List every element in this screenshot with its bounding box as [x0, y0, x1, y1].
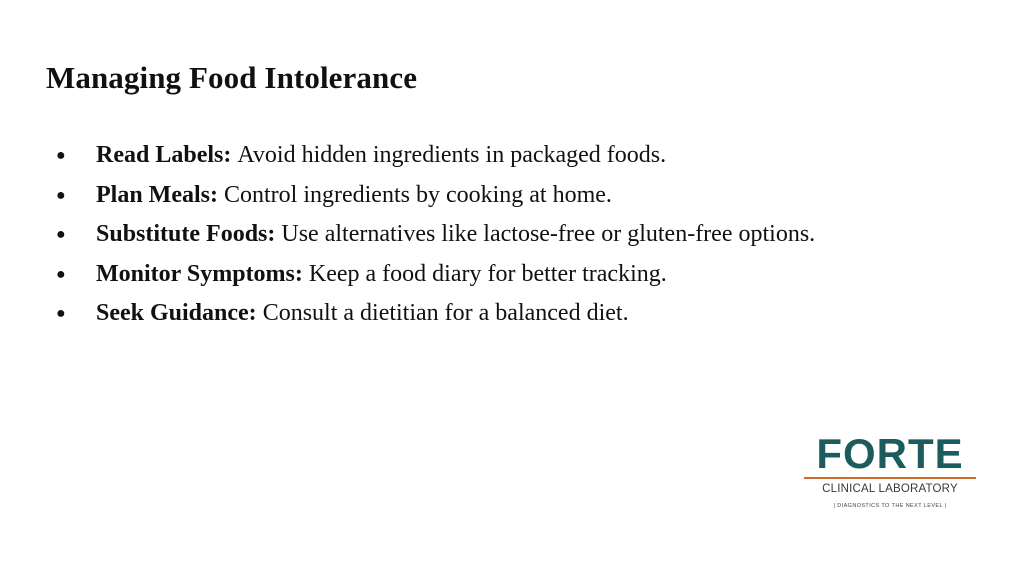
list-item: [56, 221, 815, 261]
bullet-text: Use alternatives like lactose-free or gluten-free options.: [281, 221, 816, 247]
bullet-text: Consult a dietitian for a balanced diet.: [262, 300, 629, 326]
bullet-term: Seek Guidance:: [96, 300, 257, 326]
logo-tagline: | DIAGNOSTICS TO THE NEXT LEVEL |: [833, 503, 947, 509]
list-item: [56, 300, 815, 340]
bullet-icon: ●: [56, 305, 66, 322]
bullet-term: Substitute Foods:: [96, 221, 276, 247]
bullet-term: Monitor Symptoms:: [96, 260, 303, 287]
bullet-text: Avoid hidden ingredients in packaged foods.: [237, 142, 667, 168]
bullet-icon: ●: [56, 147, 66, 164]
logo-name: CLINICAL LABORATORY: [822, 483, 958, 495]
list-item: [56, 261, 815, 301]
bullet-text: Keep a food diary for better tracking.: [308, 260, 667, 287]
bullet-term: Plan Meals:: [96, 181, 218, 208]
bullet-icon: ●: [56, 226, 66, 243]
bullet-icon: ●: [56, 186, 66, 204]
bullet-term: Read Labels:: [96, 142, 232, 168]
logo-wordmark: FORTE: [816, 430, 964, 477]
bullet-text: Control ingredients by cooking at home.: [223, 181, 612, 208]
bullet-icon: ●: [56, 265, 66, 283]
slide-title: Managing Food Intolerance: [46, 60, 418, 95]
list-item: [56, 182, 815, 222]
bullet-list: [56, 142, 815, 340]
list-item: [56, 142, 815, 182]
logo-divider: [804, 477, 976, 479]
forte-logo: [804, 430, 976, 509]
